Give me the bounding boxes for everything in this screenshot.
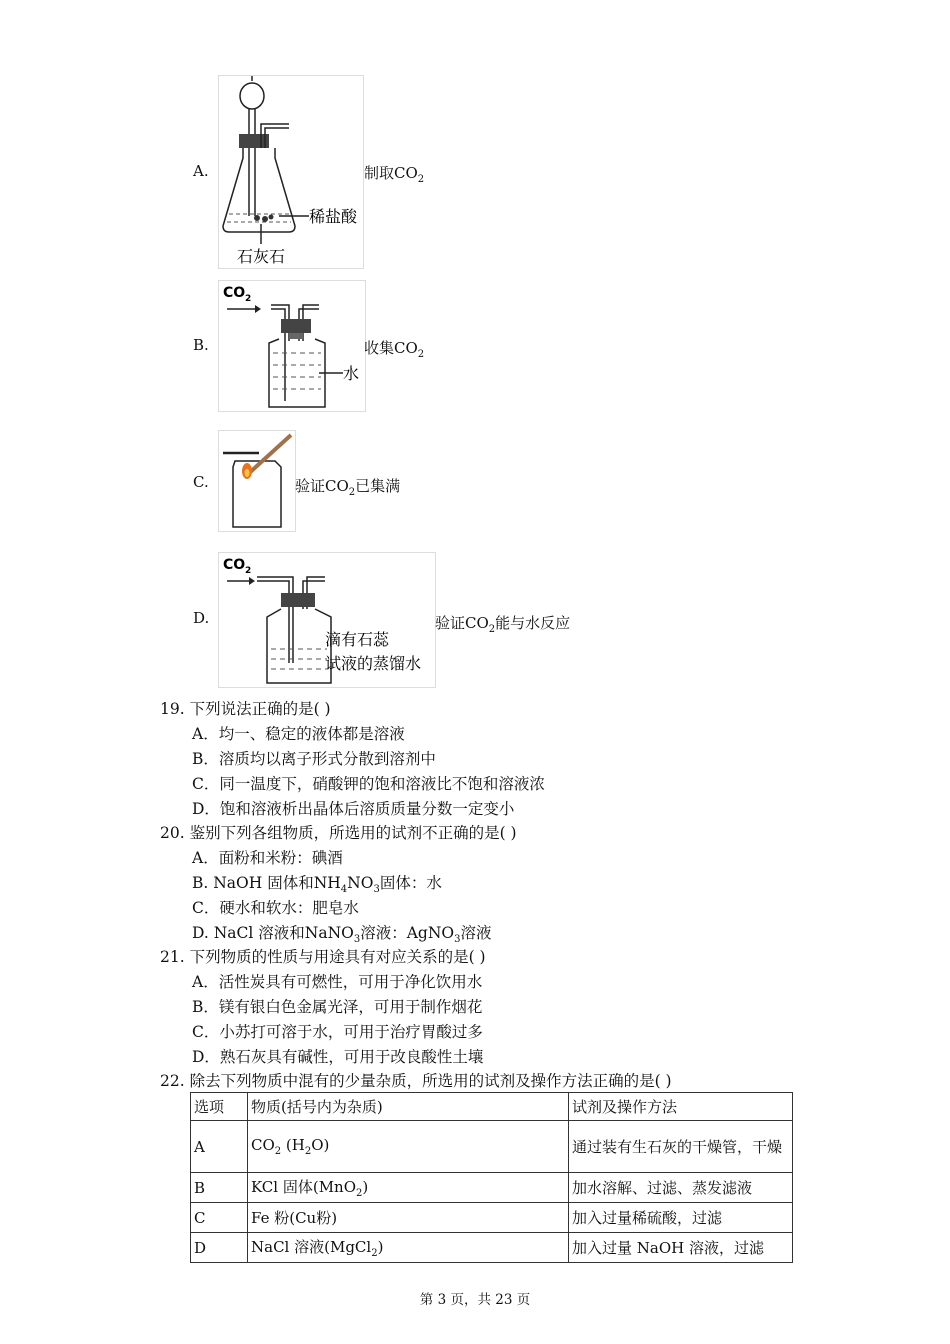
header-substance: 物质(括号内为杂质) [248,1093,569,1121]
label-limestone: 石灰石 [237,247,286,266]
option-c-letter: C. [193,473,209,491]
row-method: 加入过量 NaOH 溶液，过滤 [569,1233,793,1263]
label-co2: CO [223,285,246,301]
header-option: 选项 [191,1093,248,1121]
label-co2-d: CO [223,557,246,573]
figure-a-flask [218,75,364,269]
figure-d-react-water [218,552,436,688]
q20-option-c: C．硬水和软水：肥皂水 [192,899,359,917]
table-row [191,1173,793,1203]
q22-stem: 22. 除去下列物质中混有的少量杂质，所选用的试剂及操作方法正确的是( ) [160,1072,672,1090]
table-row [191,1203,793,1233]
row-option: A [191,1121,248,1173]
q21-option-a: A．活性炭具有可燃性，可用于净化饮用水 [192,973,483,991]
row-substance: NaCl 溶液(MgCl$_2$) [248,1233,569,1263]
option-b-caption: 收集$CO_2$ [364,339,425,360]
splint-bottle-diagram [219,431,295,531]
row-substance: KCl 固体(MnO$_2$) [248,1173,569,1203]
row-method: 加入过量稀硫酸，过滤 [569,1203,793,1233]
row-option: B [191,1173,248,1203]
q19-option-a: A．均一、稳定的液体都是溶液 [192,725,405,743]
q19-stem: 19. 下列说法正确的是( ) [160,700,331,718]
option-a-caption: 制取$CO_2$ [364,164,425,185]
flask-apparatus-diagram [219,76,363,268]
figure-b-collect [218,280,366,412]
table-header-row [191,1093,793,1121]
figure-c-verify-full [218,430,296,532]
svg-text:2: 2 [245,294,252,304]
row-substance: $CO_2$ $(H_2O)$ [248,1121,569,1173]
label-distilled-water: 试液的蒸馏水 [325,654,422,673]
table-row [191,1121,793,1173]
q21-option-d: D．熟石灰具有碱性，可用于改良酸性土壤 [192,1048,484,1066]
option-c-caption: 验证$CO_2$已集满 [295,477,401,498]
q19-option-c: C．同一温度下，硝酸钾的饱和溶液比不饱和溶液浓 [192,775,545,793]
q20-option-b: B. NaOH 固体和$NH_4NO_3$固体：水 [192,874,442,895]
litmus-bottle-diagram [219,553,435,687]
row-option: C [191,1203,248,1233]
page-footer: 第 3 页，共 23 页 [419,1292,531,1308]
label-water: 水 [343,364,360,383]
svg-text:2: 2 [245,566,252,576]
collection-bottle-diagram [219,281,365,411]
q20-stem: 20. 鉴别下列各组物质，所选用的试剂不正确的是( ) [160,824,517,842]
header-method: 试剂及操作方法 [569,1093,793,1121]
row-option: D [191,1233,248,1263]
label-litmus: 滴有石蕊 [325,630,390,649]
label-hydrochloric-acid: 稀盐酸 [309,207,358,226]
q20-option-d: D. NaCl 溶液和NaNO$_3$溶液：AgNO$_3$溶液 [192,924,492,945]
option-d-letter: D. [193,609,210,627]
q20-option-a: A．面粉和米粉：碘酒 [192,849,343,867]
q19-option-d: D．饱和溶液析出晶体后溶质质量分数一定变小 [192,800,515,818]
q21-option-c: C．小苏打可溶于水，可用于治疗胃酸过多 [192,1023,483,1041]
option-d-caption: 验证$CO_2$能与水反应 [435,614,571,635]
row-method: 加水溶解、过滤、蒸发滤液 [569,1173,793,1203]
q21-stem: 21. 下列物质的性质与用途具有对应关系的是( ) [160,948,486,966]
q22-table [190,1092,793,1263]
row-method: 通过装有生石灰的干燥管，干燥 [569,1121,793,1173]
q19-option-b: B．溶质均以离子形式分散到溶剂中 [192,750,436,768]
q21-option-b: B．镁有银白色金属光泽，可用于制作烟花 [192,998,483,1016]
table-row [191,1233,793,1263]
option-b-letter: B. [193,336,209,354]
option-a-letter: A. [193,162,209,180]
row-substance: Fe 粉(Cu粉) [248,1203,569,1233]
